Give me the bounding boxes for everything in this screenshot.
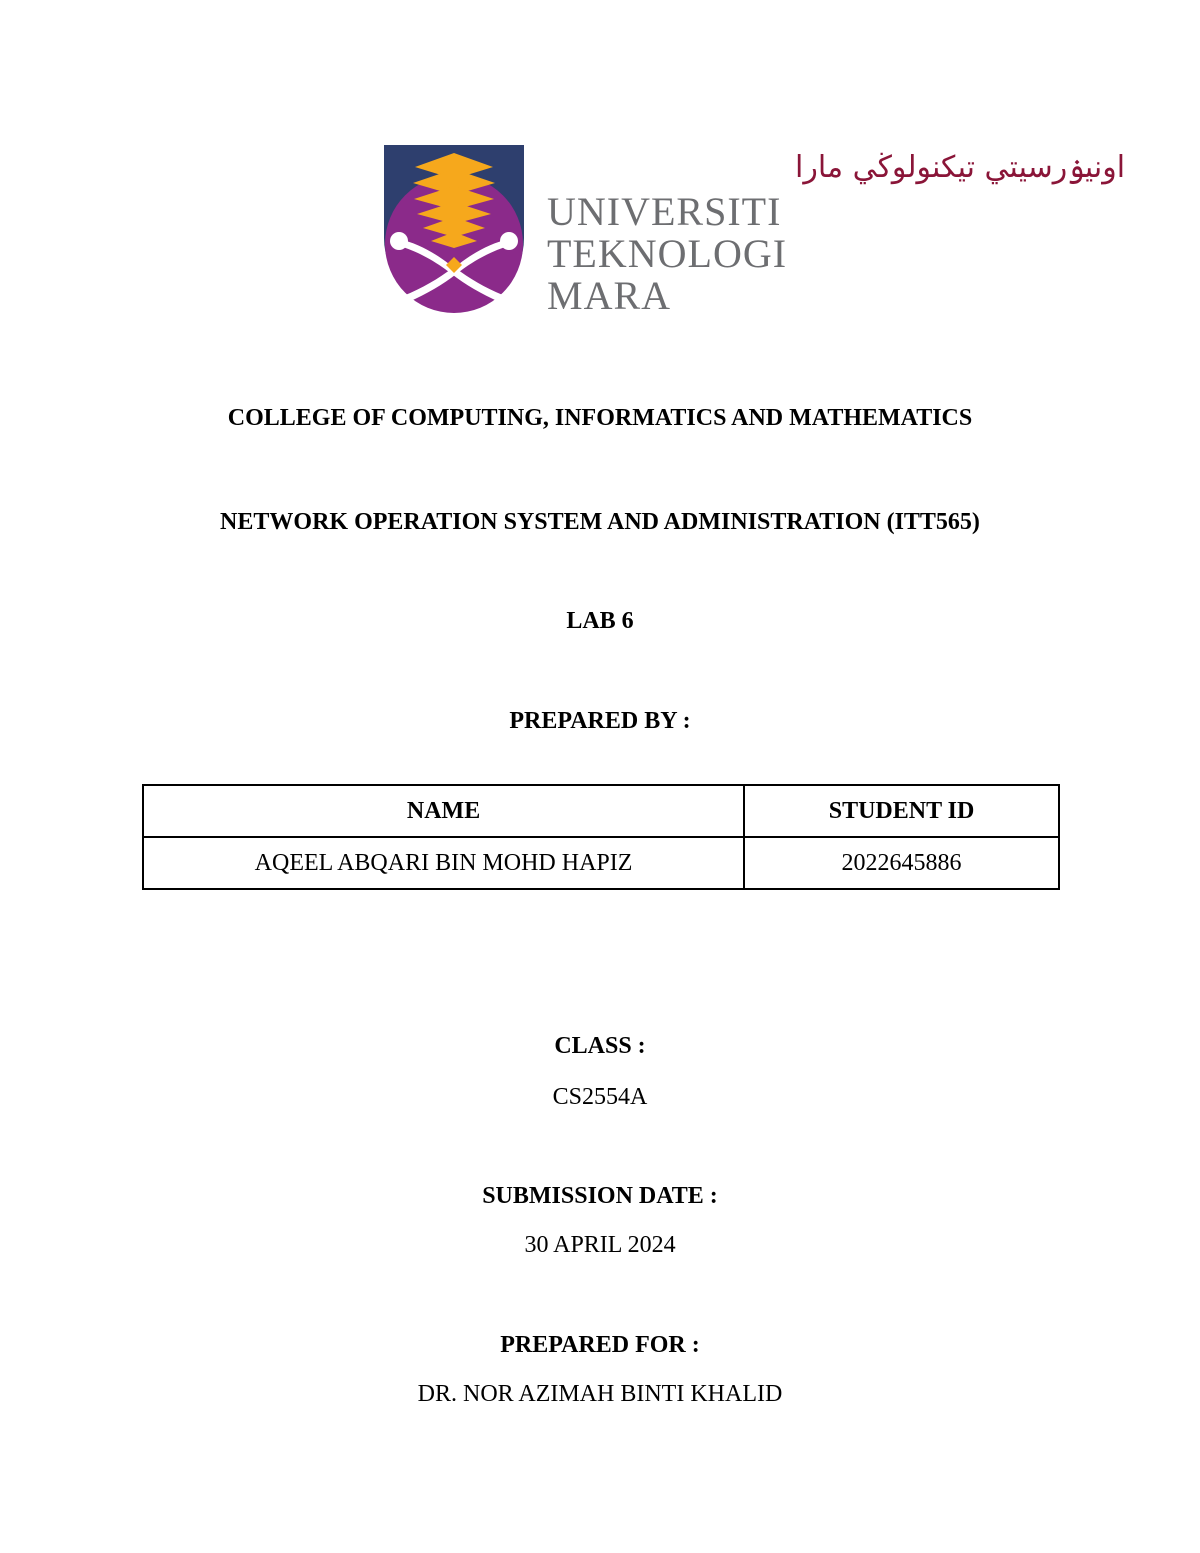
logo-wordmark-mara: MARA (547, 273, 672, 318)
table-header-row (143, 785, 1059, 837)
submission-date-label: SUBMISSION DATE : (482, 1183, 718, 1209)
university-logo (383, 143, 1126, 318)
student-table (142, 784, 1060, 890)
student-id-cell: 2022645886 (744, 837, 1059, 889)
student-name-cell: AQEEL ABQARI BIN MOHD HAPIZ (143, 837, 744, 889)
uitm-crest-logo (383, 143, 1126, 318)
table-row (143, 837, 1059, 889)
college-title: COLLEGE OF COMPUTING, INFORMATICS AND MATHEMATICS (227, 405, 973, 431)
logo-wordmark-universiti: UNIVERSITI (547, 189, 782, 234)
submission-date-value: 30 APRIL 2024 (524, 1232, 676, 1258)
course-title: NETWORK OPERATION SYSTEM AND ADMINISTRATION (ITT565) (220, 509, 980, 535)
prepared-for-label: PREPARED FOR : (500, 1332, 700, 1358)
header-student-id: STUDENT ID (744, 785, 1059, 837)
logo-wordmark-teknologi: TEKNOLOGI (547, 231, 788, 276)
prepared-by-label: PREPARED BY : (509, 708, 691, 734)
class-label: CLASS : (554, 1033, 646, 1059)
class-value: CS2554A (552, 1084, 648, 1110)
lab-title: LAB 6 (566, 608, 634, 634)
header-name: NAME (143, 785, 744, 837)
prepared-for-value: DR. NOR AZIMAH BINTI KHALID (417, 1381, 783, 1407)
logo-jawi-text: اونيۏرسيتي تيكنولوڬي مارا (795, 150, 1126, 185)
